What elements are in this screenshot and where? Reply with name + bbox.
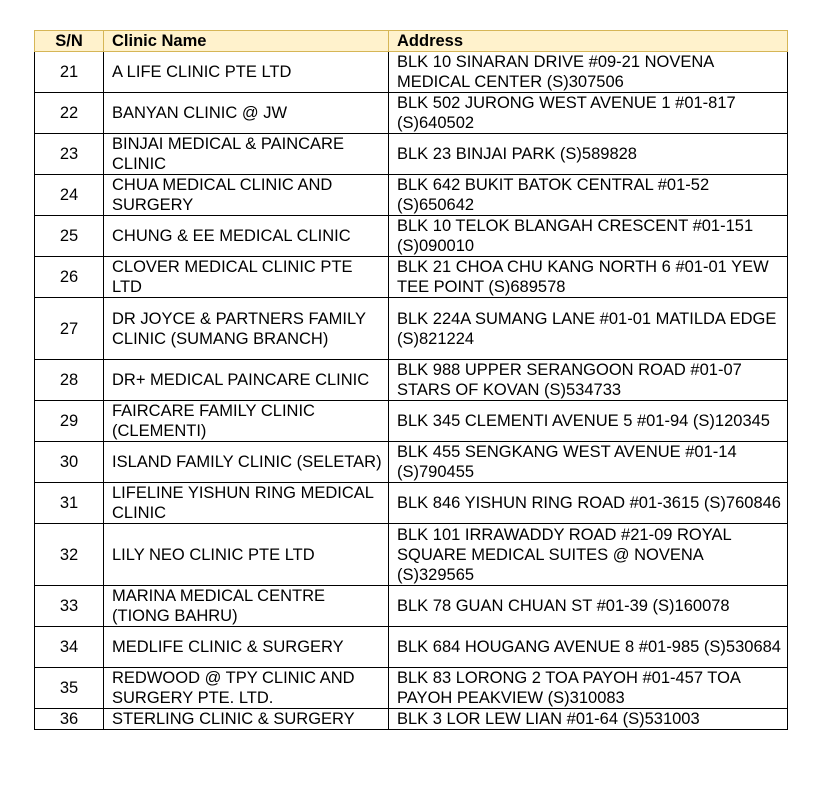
table-row [35, 134, 788, 175]
table-row [35, 401, 788, 442]
table-row [35, 360, 788, 401]
header-clinic-name: Clinic Name [104, 31, 389, 52]
table-body [35, 52, 788, 730]
cell-clinic-name: CLOVER MEDICAL CLINIC PTE LTD [104, 257, 389, 298]
cell-sn: 29 [35, 401, 104, 442]
cell-sn: 27 [35, 298, 104, 360]
cell-clinic-name: LILY NEO CLINIC PTE LTD [104, 524, 389, 586]
table-row [35, 257, 788, 298]
table-row [35, 93, 788, 134]
cell-address: BLK 23 BINJAI PARK (S)589828 [389, 134, 788, 175]
cell-address: BLK 10 SINARAN DRIVE #09-21 NOVENA MEDICAL CENTER (S)307506 [389, 52, 788, 93]
cell-address: BLK 21 CHOA CHU KANG NORTH 6 #01-01 YEW TEE POINT (S)689578 [389, 257, 788, 298]
cell-clinic-name: DR JOYCE & PARTNERS FAMILY CLINIC (SUMANG BRANCH) [104, 298, 389, 360]
cell-clinic-name: MARINA MEDICAL CENTRE (TIONG BAHRU) [104, 586, 389, 627]
cell-sn: 22 [35, 93, 104, 134]
cell-clinic-name: CHUA MEDICAL CLINIC AND SURGERY [104, 175, 389, 216]
header-row [35, 31, 788, 52]
cell-sn: 32 [35, 524, 104, 586]
cell-sn: 21 [35, 52, 104, 93]
table-row [35, 709, 788, 730]
cell-sn: 25 [35, 216, 104, 257]
table-row [35, 627, 788, 668]
cell-sn: 28 [35, 360, 104, 401]
table-row [35, 524, 788, 586]
table-row [35, 442, 788, 483]
cell-sn: 23 [35, 134, 104, 175]
cell-sn: 35 [35, 668, 104, 709]
cell-clinic-name: DR+ MEDICAL PAINCARE CLINIC [104, 360, 389, 401]
header-address: Address [389, 31, 788, 52]
cell-sn: 24 [35, 175, 104, 216]
cell-address: BLK 846 YISHUN RING ROAD #01-3615 (S)760846 [389, 483, 788, 524]
cell-address: BLK 345 CLEMENTI AVENUE 5 #01-94 (S)120345 [389, 401, 788, 442]
cell-clinic-name: STERLING CLINIC & SURGERY [104, 709, 389, 730]
cell-sn: 30 [35, 442, 104, 483]
cell-address: BLK 101 IRRAWADDY ROAD #21-09 ROYAL SQUARE MEDICAL SUITES @ NOVENA (S)329565 [389, 524, 788, 586]
cell-clinic-name: FAIRCARE FAMILY CLINIC (CLEMENTI) [104, 401, 389, 442]
table-row [35, 298, 788, 360]
cell-address: BLK 642 BUKIT BATOK CENTRAL #01-52 (S)650642 [389, 175, 788, 216]
cell-clinic-name: MEDLIFE CLINIC & SURGERY [104, 627, 389, 668]
table-row [35, 175, 788, 216]
cell-sn: 36 [35, 709, 104, 730]
cell-address: BLK 83 LORONG 2 TOA PAYOH #01-457 TOA PAYOH PEAKVIEW (S)310083 [389, 668, 788, 709]
clinic-table [34, 30, 788, 730]
table-row [35, 483, 788, 524]
cell-address: BLK 988 UPPER SERANGOON ROAD #01-07 STARS OF KOVAN (S)534733 [389, 360, 788, 401]
cell-address: BLK 10 TELOK BLANGAH CRESCENT #01-151 (S)090010 [389, 216, 788, 257]
cell-address: BLK 502 JURONG WEST AVENUE 1 #01-817 (S)640502 [389, 93, 788, 134]
cell-clinic-name: BANYAN CLINIC @ JW [104, 93, 389, 134]
table-row [35, 668, 788, 709]
cell-sn: 33 [35, 586, 104, 627]
table-header [35, 31, 788, 52]
cell-address: BLK 224A SUMANG LANE #01-01 MATILDA EDGE (S)821224 [389, 298, 788, 360]
cell-sn: 31 [35, 483, 104, 524]
cell-sn: 26 [35, 257, 104, 298]
cell-address: BLK 455 SENGKANG WEST AVENUE #01-14 (S)790455 [389, 442, 788, 483]
cell-clinic-name: ISLAND FAMILY CLINIC (SELETAR) [104, 442, 389, 483]
cell-clinic-name: CHUNG & EE MEDICAL CLINIC [104, 216, 389, 257]
header-sn: S/N [35, 31, 104, 52]
cell-sn: 34 [35, 627, 104, 668]
cell-clinic-name: LIFELINE YISHUN RING MEDICAL CLINIC [104, 483, 389, 524]
cell-clinic-name: BINJAI MEDICAL & PAINCARE CLINIC [104, 134, 389, 175]
cell-address: BLK 3 LOR LEW LIAN #01-64 (S)531003 [389, 709, 788, 730]
table-row [35, 52, 788, 93]
cell-clinic-name: A LIFE CLINIC PTE LTD [104, 52, 389, 93]
cell-address: BLK 684 HOUGANG AVENUE 8 #01-985 (S)530684 [389, 627, 788, 668]
table-row [35, 216, 788, 257]
cell-clinic-name: REDWOOD @ TPY CLINIC AND SURGERY PTE. LTD. [104, 668, 389, 709]
table-row [35, 586, 788, 627]
cell-address: BLK 78 GUAN CHUAN ST #01-39 (S)160078 [389, 586, 788, 627]
